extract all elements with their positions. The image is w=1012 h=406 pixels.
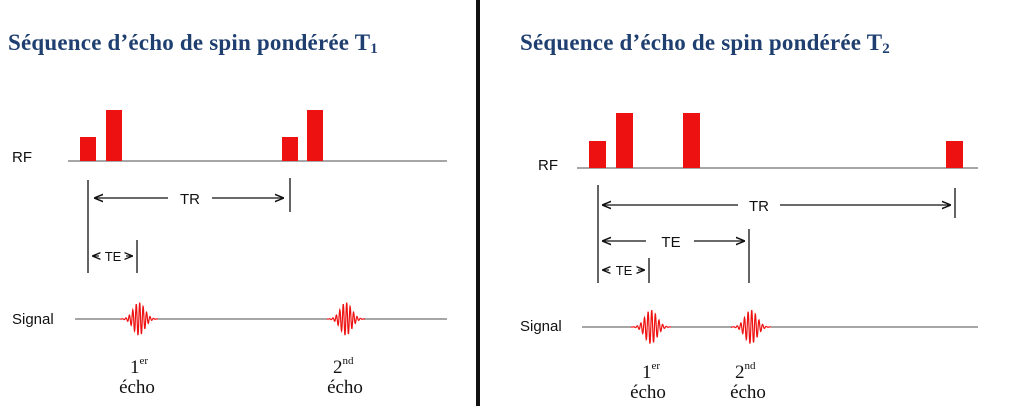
t1-title-text: Séquence d’écho de spin pondérée T (8, 30, 371, 55)
t2-rf-label: RF (538, 157, 558, 174)
t2-rf-pulse-180-2 (683, 113, 700, 168)
t1-rf-pulse-90-1 (80, 137, 96, 161)
t2-te-short-label: TE (615, 263, 633, 278)
t1-echo-1-word: écho (119, 377, 155, 398)
t1-diagram (0, 0, 478, 406)
t1-tr-label: TR (180, 191, 200, 208)
t1-rf-pulse-90-2 (282, 137, 298, 161)
t2-sequence-panel (482, 0, 1012, 406)
t2-echo-2-waveform (731, 310, 771, 343)
t1-echo-2-waveform (327, 303, 365, 335)
t1-echo-2-number: 2nd (333, 355, 354, 378)
t2-title-text: Séquence d’écho de spin pondérée T (520, 30, 883, 55)
t1-sequence-panel (0, 0, 478, 406)
t1-title-subscript: 1 (370, 41, 378, 57)
t2-diagram (482, 0, 1012, 406)
t2-echo-1-word: écho (630, 382, 666, 403)
t1-echo-1-waveform (120, 303, 158, 335)
t2-echo-2-word: écho (730, 382, 766, 403)
t2-echo-1-number: 1er (642, 360, 661, 383)
t2-rf-pulse-90-1 (589, 141, 606, 168)
t2-te-label: TE (661, 234, 681, 251)
t2-tr-label: TR (749, 198, 769, 215)
t1-rf-label: RF (12, 149, 32, 166)
t1-rf-pulse-180-2 (307, 110, 323, 161)
t2-signal-label: Signal (520, 318, 562, 335)
t1-signal-label: Signal (12, 311, 54, 328)
t1-rf-pulse-180-1 (106, 110, 122, 161)
t1-echo-1-number: 1er (130, 355, 149, 378)
t2-title-subscript: 2 (882, 41, 890, 57)
t2-rf-pulse-90-2 (946, 141, 963, 168)
t2-rf-pulse-180-1 (616, 113, 633, 168)
t2-echo-1-waveform (631, 310, 671, 343)
t2-echo-2-number: 2nd (735, 360, 756, 383)
t1-echo-2-word: écho (327, 377, 363, 398)
t1-te-label: TE (104, 249, 122, 264)
